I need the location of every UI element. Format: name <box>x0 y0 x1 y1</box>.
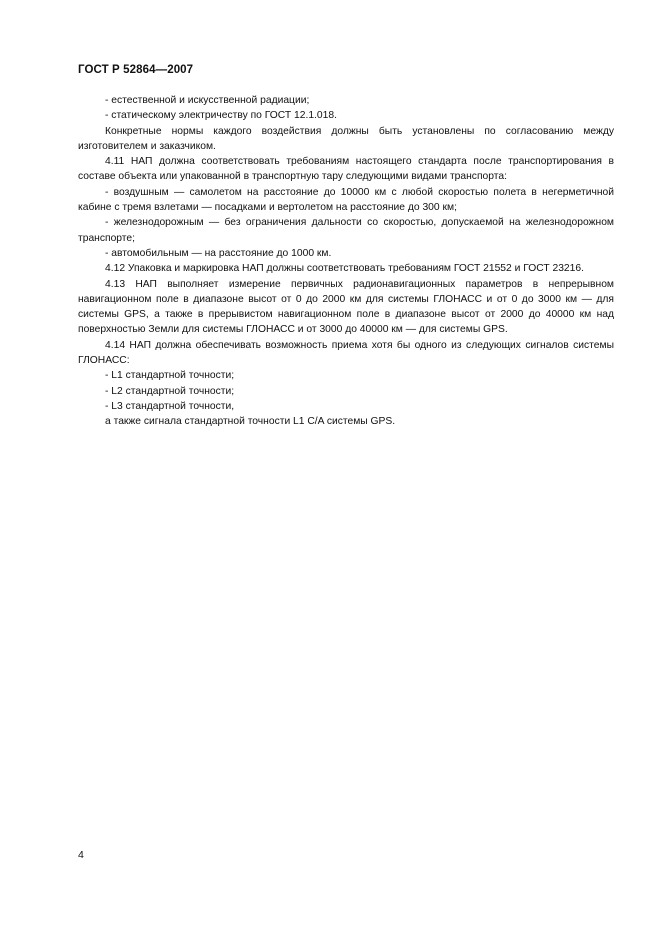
paragraph-4-12: 4.12 Упаковка и маркировка НАП должны соответствовать требованиям ГОСТ 21552 и ГОСТ 23216. <box>105 263 584 275</box>
paragraph-signal-l3: - L3 стандартной точности, <box>105 400 235 412</box>
paragraph-4-13: 4.13 НАП выполняет измерение первичных радионавигационных параметров в непрерывном навигационном поле в диапазоне высот от 0 до 2000 км для системы ГЛОНАСС и от 0 до 3000 км — для системы GPS, а также в прерывистом навигационном поле в диапазоне высот от 2000 до 40000 км над поверхностью Земли для системы ГЛОНАСС и от 3000 до 40000 км — для системы GPS. <box>78 278 614 336</box>
paragraph-signal-l1: - L1 стандартной точности; <box>105 370 235 382</box>
paragraph-4-11: 4.11 НАП должна соответствовать требованиям настоящего стандарта после транспортирования в составе объекта или упакованной в транспортную тару следующими видами транспорта: <box>78 156 614 183</box>
paragraph-gps-signal: а также сигнала стандартной точности L1 C/A системы GPS. <box>105 416 396 428</box>
paragraph-4-14: 4.14 НАП должна обеспечивать возможность приема хотя бы одного из следующих сигналов системы ГЛОНАСС: <box>78 339 614 367</box>
paragraph-rail-transport: - железнодорожным — без ограничения дальности со скоростью, допускаемой на железнодорожном транспорте; <box>78 217 614 244</box>
paragraph-static-electricity: - статическому электричеству по ГОСТ 12.1.018. <box>105 110 337 122</box>
page-number: 4 <box>78 849 84 861</box>
paragraph-norms: Конкретные нормы каждого воздействия должны быть установлены по согласованию между изготовителем и заказчиком. <box>78 125 614 152</box>
paragraph-signal-l2: - L2 стандартной точности; <box>105 385 235 397</box>
paragraph-radiation: - естественной и искусственной радиации; <box>105 95 310 106</box>
paragraph-road-transport: - автомобильным — на расстояние до 1000 км. <box>105 247 332 259</box>
paragraph-air-transport: - воздушным — самолетом на расстояние до 10000 км с любой скоростью полета в негерметичной кабине с тремя взлетами — посадками и вертолетом на расстояние до 300 км; <box>78 186 614 214</box>
document-body <box>78 93 614 430</box>
document-header: ГОСТ Р 52864—2007 <box>78 64 194 76</box>
